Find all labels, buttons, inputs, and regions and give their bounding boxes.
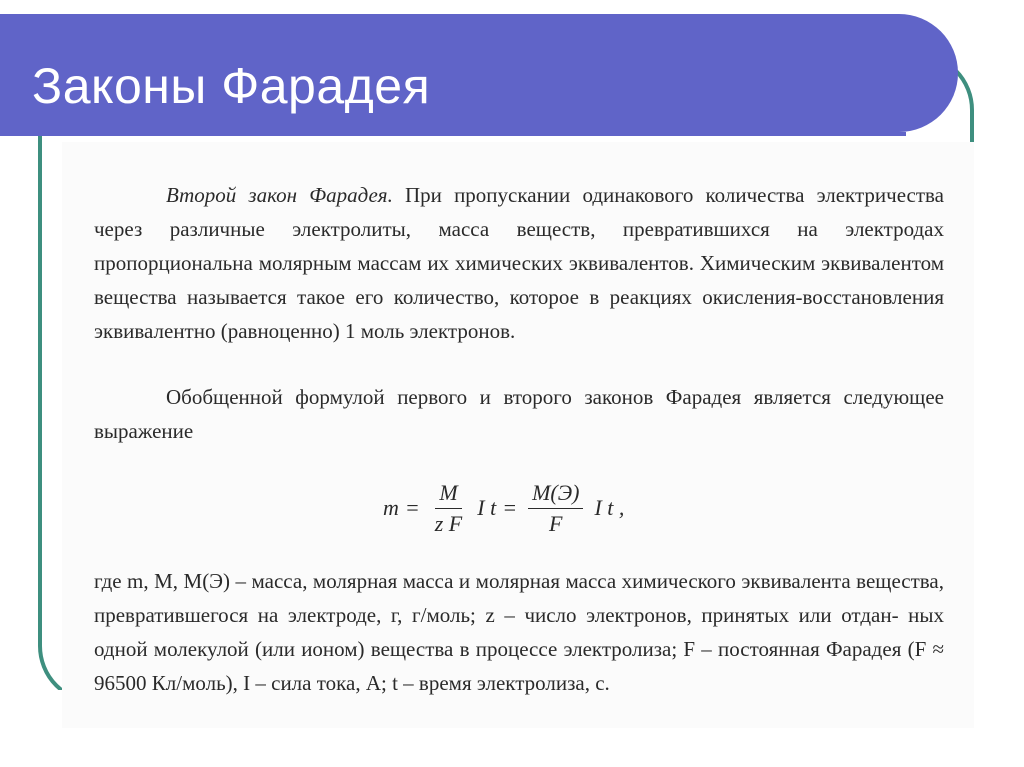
paragraph-generalized-formula: Обобщенной формулой первого и второго законов Фарадея является следующее выражение <box>94 385 944 443</box>
fraction-1-numerator: M <box>435 480 461 509</box>
paragraph-definitions: где m, M, M(Э) – масса, молярная масса и молярная масса химического эквивалента вещества, превратившегося на электроде, г, г/моль; z – число электронов, принятых или отдан- ных одной молекулой (или ионом) вещества в процессе электролиза; F – постоянная Фарадея (F ≈ 96500 Кл/моль), I – сила тока, А; t – время электролиза, с. <box>94 569 944 695</box>
fraction-2-denominator: F <box>549 510 563 536</box>
fraction-1-denominator: z F <box>434 510 463 536</box>
faraday-formula <box>380 472 627 544</box>
formula-lhs: m <box>383 495 399 520</box>
formula-fraction-1 <box>431 480 467 537</box>
formula-current-time-1: I t <box>477 495 497 520</box>
title-bar <box>0 14 958 132</box>
formula-equals-1: = <box>404 495 420 520</box>
formula-fraction-2 <box>528 480 583 537</box>
second-law-text: При пропускании одинакового количества электричества через различные электролиты, масса веществ, превратившихся на электродах пропорциональна молярным массам их химических эквивалентов. Химическим эквивалентом вещества называется такое его количество, которое в реакциях окисления-восстановления эквивалентно (равноценно) 1 моль электронов. <box>94 183 944 343</box>
title-underline <box>0 132 906 136</box>
formula-current-time-2: I t , <box>594 495 625 520</box>
formula-equals-2: = <box>502 495 518 520</box>
slide-title: Законы Фарадея <box>32 58 431 114</box>
second-law-heading: Второй закон Фарадея. <box>166 183 393 207</box>
paragraph-second-law <box>94 178 944 348</box>
fraction-2-numerator: M(Э) <box>528 480 583 509</box>
